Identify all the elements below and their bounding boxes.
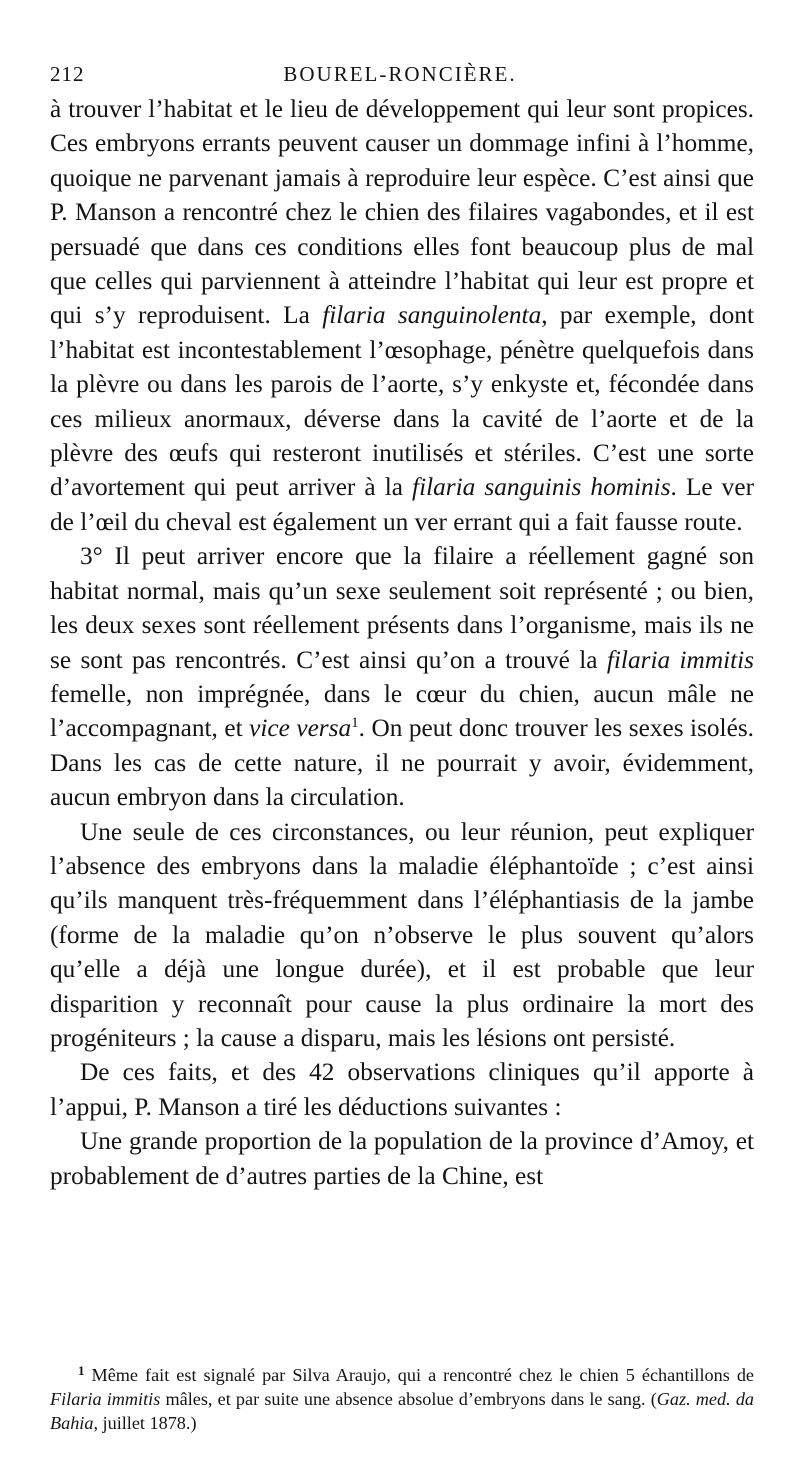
species-name-immitis: filaria immitis [606,645,755,674]
paragraph-1 [50,92,754,539]
paragraph-4: De ces faits, et des 42 observations cliniques qu’il apporte à l’appui, P. Manson a tiré les déductions suivantes : [50,1058,754,1121]
footnote-reference[interactable]: 1 [351,715,359,732]
paragraph-2 [50,539,754,814]
paragraph-1-text-c: . Le ver de l’œil du cheval est également un ver errant qui a fait fausse route. [50,473,754,536]
footnote-text-a: Même fait est signalé par Silva Araujo, qui a rencontré chez le chien 5 échantillons de [91,1365,754,1385]
paragraph-2-text-a: 3° Il peut arriver encore que la filaire a réellement gagné son habitat normal, mais qu’un sexe seulement soit représenté ; ou bien, les deux sexes sont réellement présents dans l’organisme, mais ils ne se sont pas rencontrés. C’est ainsi qu’on a trouvé la [50,542,754,674]
body-text [50,92,754,1193]
footnote-text-c: , juillet 1878.) [93,1413,197,1434]
footnote-mark: 1 [78,1363,85,1378]
paragraph-1-text-b: , par exemple, dont l’habitat est incontestablement l’œsophage, pénètre quelquefois dans la plèvre ou dans les parois de l’aorte, s’y enkyste et, fécondée dans ces milieux anormaux, déverse dans la cavité de l’aorte et de la plèvre des œufs qui resteront inutilisés et stériles. C’est une sorte d’avortement qui peut arriver à la [50,301,754,502]
species-name-sanguinolenta: filaria sanguinolenta [322,301,542,330]
footnote [50,1363,754,1436]
latin-phrase-vice-versa: vice versa [249,714,352,743]
page-header [50,56,750,92]
paragraph-2-text-b: femelle, non imprégnée, dans le cœur du chien, aucun mâle ne l’accompagnant, et [50,679,754,743]
paragraph-2-text-c: . On peut donc trouver les sexes isolés. Dans les cas de cette nature, il ne pourrait y avoir, évidemment, aucun embryon dans la circulation. [50,714,754,812]
running-head: BOUREL-RONCIÈRE. [283,62,517,86]
paragraph-5: Une grande proportion de la population de la province d’Amoy, et probablement de d’autres parties de la Chine, est [50,1127,754,1190]
paragraph-3: Une seule de ces circonstances, ou leur réunion, peut expliquer l’absence des embryons dans la maladie éléphantoïde ; c’est ainsi qu’ils manquent très-fréquemment dans l’éléphantiasis de la jambe (forme de la maladie qu’on n’observe le plus souvent qu’alors qu’elle a déjà une longue durée), et il est probable que leur disparition y reconnaît pour cause la plus ordinaire la mort des progéniteurs ; la cause a disparu, mais les lésions ont persisté. [50,817,754,1052]
species-name-sanguinis-hominis: filaria sanguinis hominis [412,473,671,502]
footnote-species-name: Filaria immitis [50,1389,161,1410]
footnote-text-b: mâles, et par suite une absence absolue d’embryons dans le sang. ( [165,1389,657,1410]
paragraph-1-text-a: à trouver l’habitat et le lieu de développement qui leur sont propices. Ces embryons errants peuvent causer un dommage infini à l’homme, quoique ne parvenant jamais à reproduire leur espèce. C’est ainsi que P. Manson a rencontré chez le chien des filaires vagabondes, et il est persuadé que dans ces conditions elles font beaucoup plus de mal que celles qui parviennent à atteindre l’habitat qui leur est propre et qui s’y reproduisent. La [50,95,754,330]
footnote-journal-title: Gaz. med. da Bahia [50,1389,755,1434]
page-number: 212 [50,62,85,86]
